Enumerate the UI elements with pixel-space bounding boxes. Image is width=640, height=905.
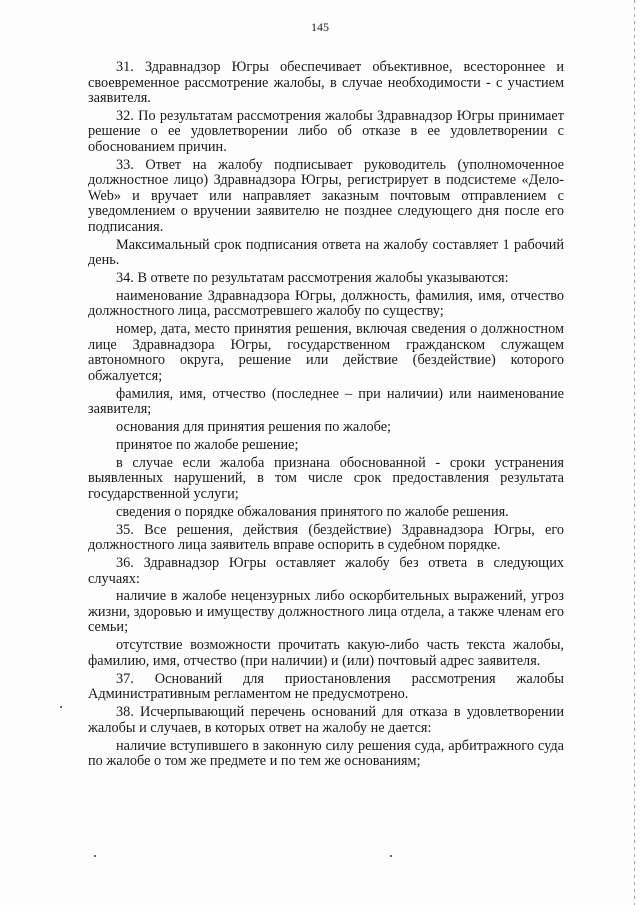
paragraph-32: 32. По результатам рассмотрения жалобы Здравнадзор Югры принимает решение о ее удовлетворении либо об отказе в ее удовлетворении с обоснованием причин. [88,107,564,155]
page-number: 145 [311,20,329,34]
paragraph-36-item-2: отсутствие возможности прочитать какую-либо часть текста жалобы, фамилию, имя, отчество (при наличии) и (или) почтовый адрес заявителя. [88,637,564,669]
paragraph-38-item-1: наличие вступившего в законную силу решения суда, арбитражного суда по жалобе о том же предмете и по тем же основаниям; [88,737,564,770]
scan-speck [390,855,392,857]
paragraph-33-deadline: Максимальный срок подписания ответа на жалобу составляет 1 рабочий день. [88,236,564,269]
paragraph-31: 31. Здравнадзор Югры обеспечивает объективное, всестороннее и своевременное рассмотрение жалобы, в случае необходимости - с участием заявителя. [88,59,564,106]
paragraph-34-item-2: номер, дата, место принятия решения, включая сведения о должностном лице Здравнадзора Югры, государственном гражданском служащем автономного округа, решение или действие (бездействие) которого обжалуется; [88,321,564,384]
document-body [88,60,564,772]
paragraph-34-item-5: принятое по жалобе решение; [116,437,299,454]
scan-edge-line [634,0,635,905]
paragraph-34-item-1: наименование Здравнадзора Югры, должность, фамилия, имя, отчество должностного лица, рассмотревшего жалобу по существу; [88,287,564,320]
paragraph-34-item-6: в случае если жалоба признана обоснованной - сроки устранения выявленных нарушений, в том числе срок предоставления результата государственной услуги; [88,454,564,502]
paragraph-35: 35. Все решения, действия (бездействие) Здравнадзора Югры, его должностного лица заявитель вправе оспорить в судебном порядке. [88,521,564,554]
paragraph-34-item-7: сведения о порядке обжалования принятого по жалобе решения. [116,503,509,520]
scan-speck [60,706,62,708]
paragraph-38: 38. Исчерпывающий перечень оснований для отказа в удовлетворении жалобы и случаев, в которых ответ на жалобу не дается: [88,704,564,736]
paragraph-34-item-4: основания для принятия решения по жалобе; [116,419,392,436]
scan-speck [94,855,96,857]
paragraph-36: 36. Здравнадзор Югры оставляет жалобу без ответа в следующих случаях: [88,555,564,587]
paragraph-34: 34. В ответе по результатам рассмотрения жалобы указываются: [116,270,509,287]
paragraph-33: 33. Ответ на жалобу подписывает руководитель (уполномоченное должностное лицо) Здравнадзора Югры, регистрирует в подсистеме «Дело-Web» и вручает или направляет заказным почтовым отправлением с уведомлением о вручении заявителю не позднее следующего дня после его подписания. [88,156,564,235]
paragraph-36-item-1: наличие в жалобе нецензурных либо оскорбительных выражений, угроз жизни, здоровью и имуществу должностного лица отдела, а также членам его семьи; [88,588,564,636]
paragraph-37: 37. Оснований для приостановления рассмотрения жалобы Административным регламентом не предусмотрено. [88,670,564,703]
paragraph-34-item-3: фамилия, имя, отчество (последнее – при наличии) или наименование заявителя; [88,385,564,418]
